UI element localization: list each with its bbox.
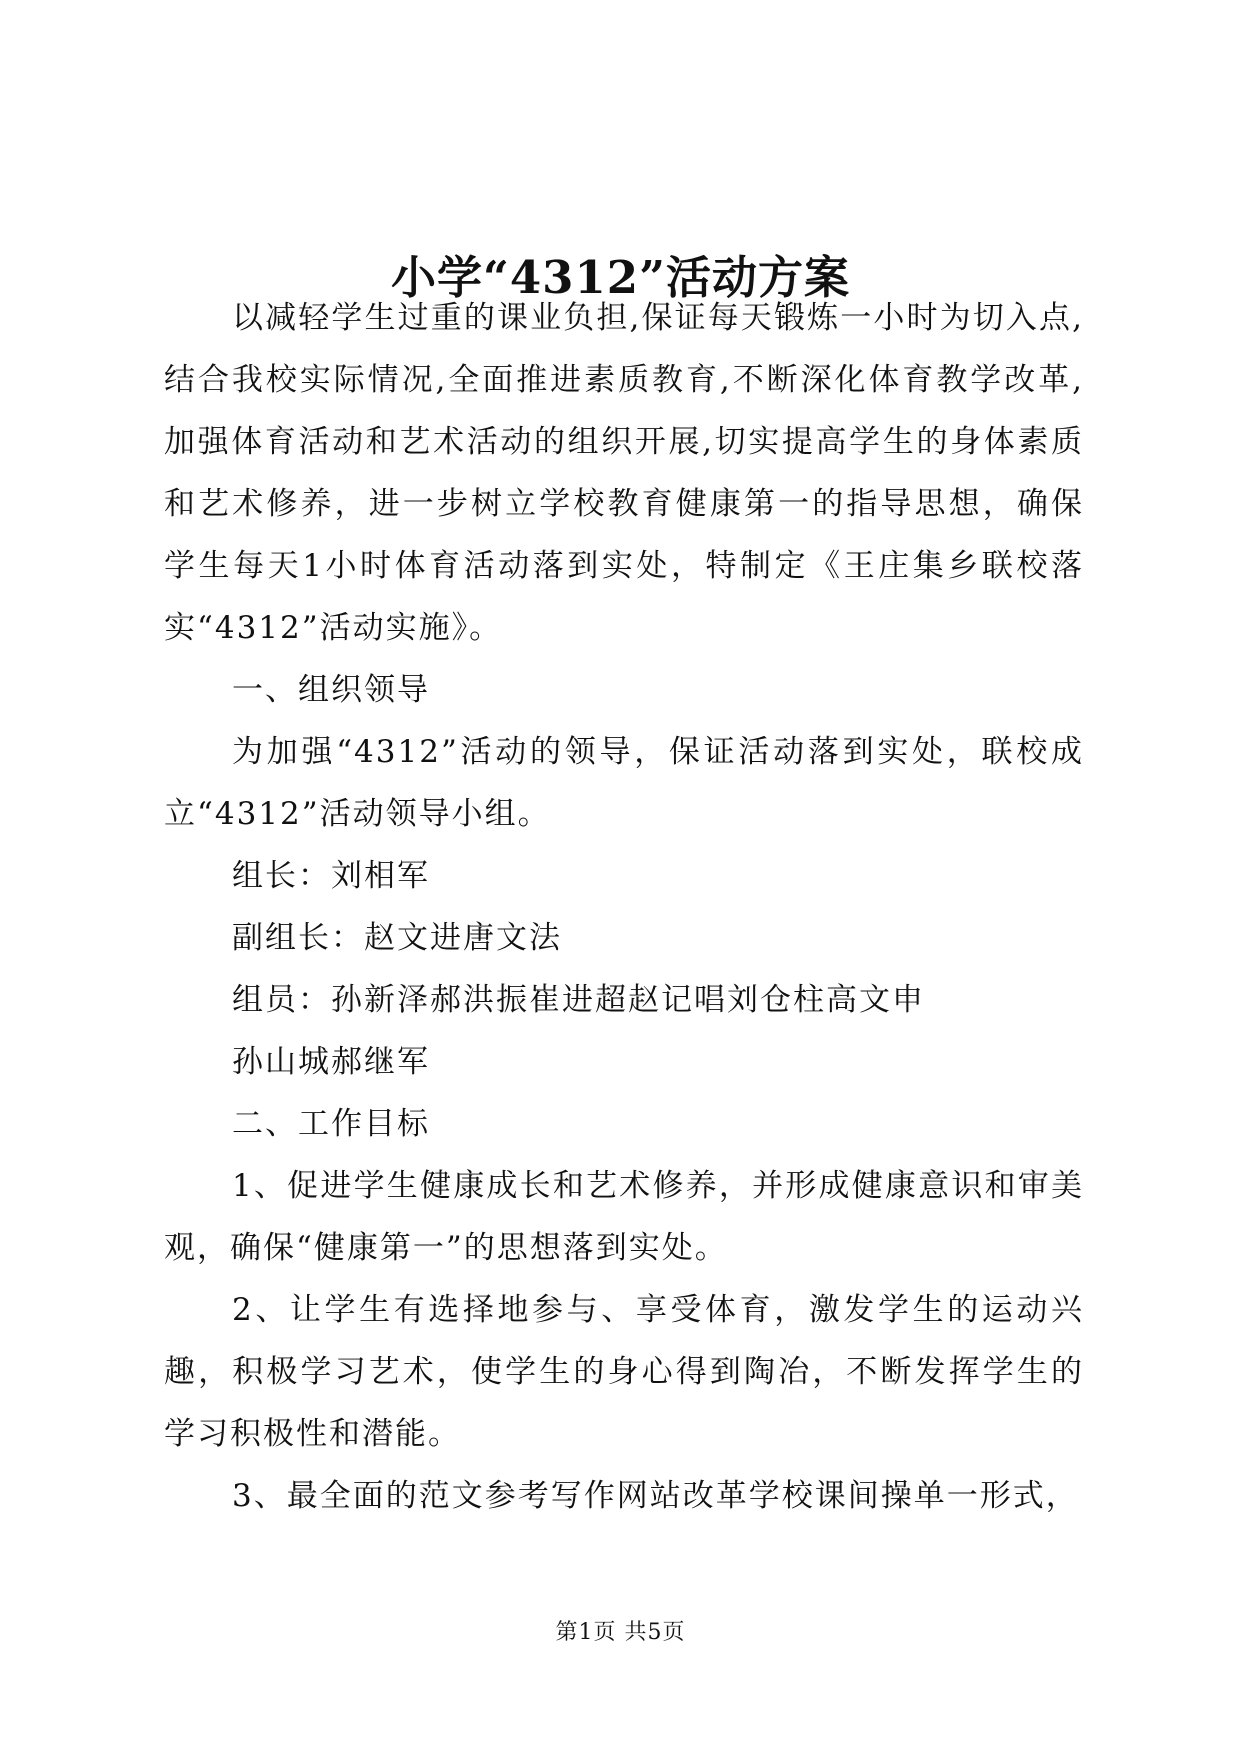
- section-heading-goals: 二、工作目标: [232, 1106, 430, 1142]
- document-title: 小学“4312”活动方案: [390, 251, 850, 305]
- document-body: [164, 287, 1084, 1527]
- paragraph-intro: 以减轻学生过重的课业负担,保证每天锻炼一小时为切入点,结合我校实际情况,全面推进素质教育,不断深化体育教学改革,加强体育活动和艺术活动的组织开展,切实提高学生的身体素质和艺术修养，进一步树立学校教育健康第一的指导思想，确保学生每天1小时体育活动落到实处，特制定《王庄集乡联校落实“4312”活动实施》。: [164, 300, 1084, 646]
- paragraph-members-continued: 孙山城郝继军: [232, 1044, 430, 1080]
- paragraph-goal-2: 2、让学生有选择地参与、享受体育，激发学生的运动兴趣，积极学习艺术，使学生的身心得到陶冶，不断发挥学生的学习积极性和潜能。: [164, 1292, 1084, 1452]
- paragraph-organization: 为加强“4312”活动的领导，保证活动落到实处，联校成立“4312”活动领导小组。: [164, 734, 1084, 832]
- section-heading-organization: 一、组织领导: [232, 672, 430, 708]
- paragraph-members: 组员：孙新泽郝洪振崔进超赵记唱刘仓柱高文申: [232, 982, 925, 1018]
- paragraph-goal-3: 3、最全面的范文参考写作网站改革学校课间操单一形式，: [232, 1478, 1079, 1514]
- paragraph-goal-1: 1、促进学生健康成长和艺术修养，并形成健康意识和审美观，确保“健康第一”的思想落到实处。: [164, 1168, 1084, 1266]
- paragraph-leader: 组长：刘相军: [232, 858, 430, 894]
- page-number-footer: 第1页 共5页: [555, 1620, 686, 1645]
- paragraph-deputy-leader: 副组长：赵文进唐文法: [232, 920, 562, 956]
